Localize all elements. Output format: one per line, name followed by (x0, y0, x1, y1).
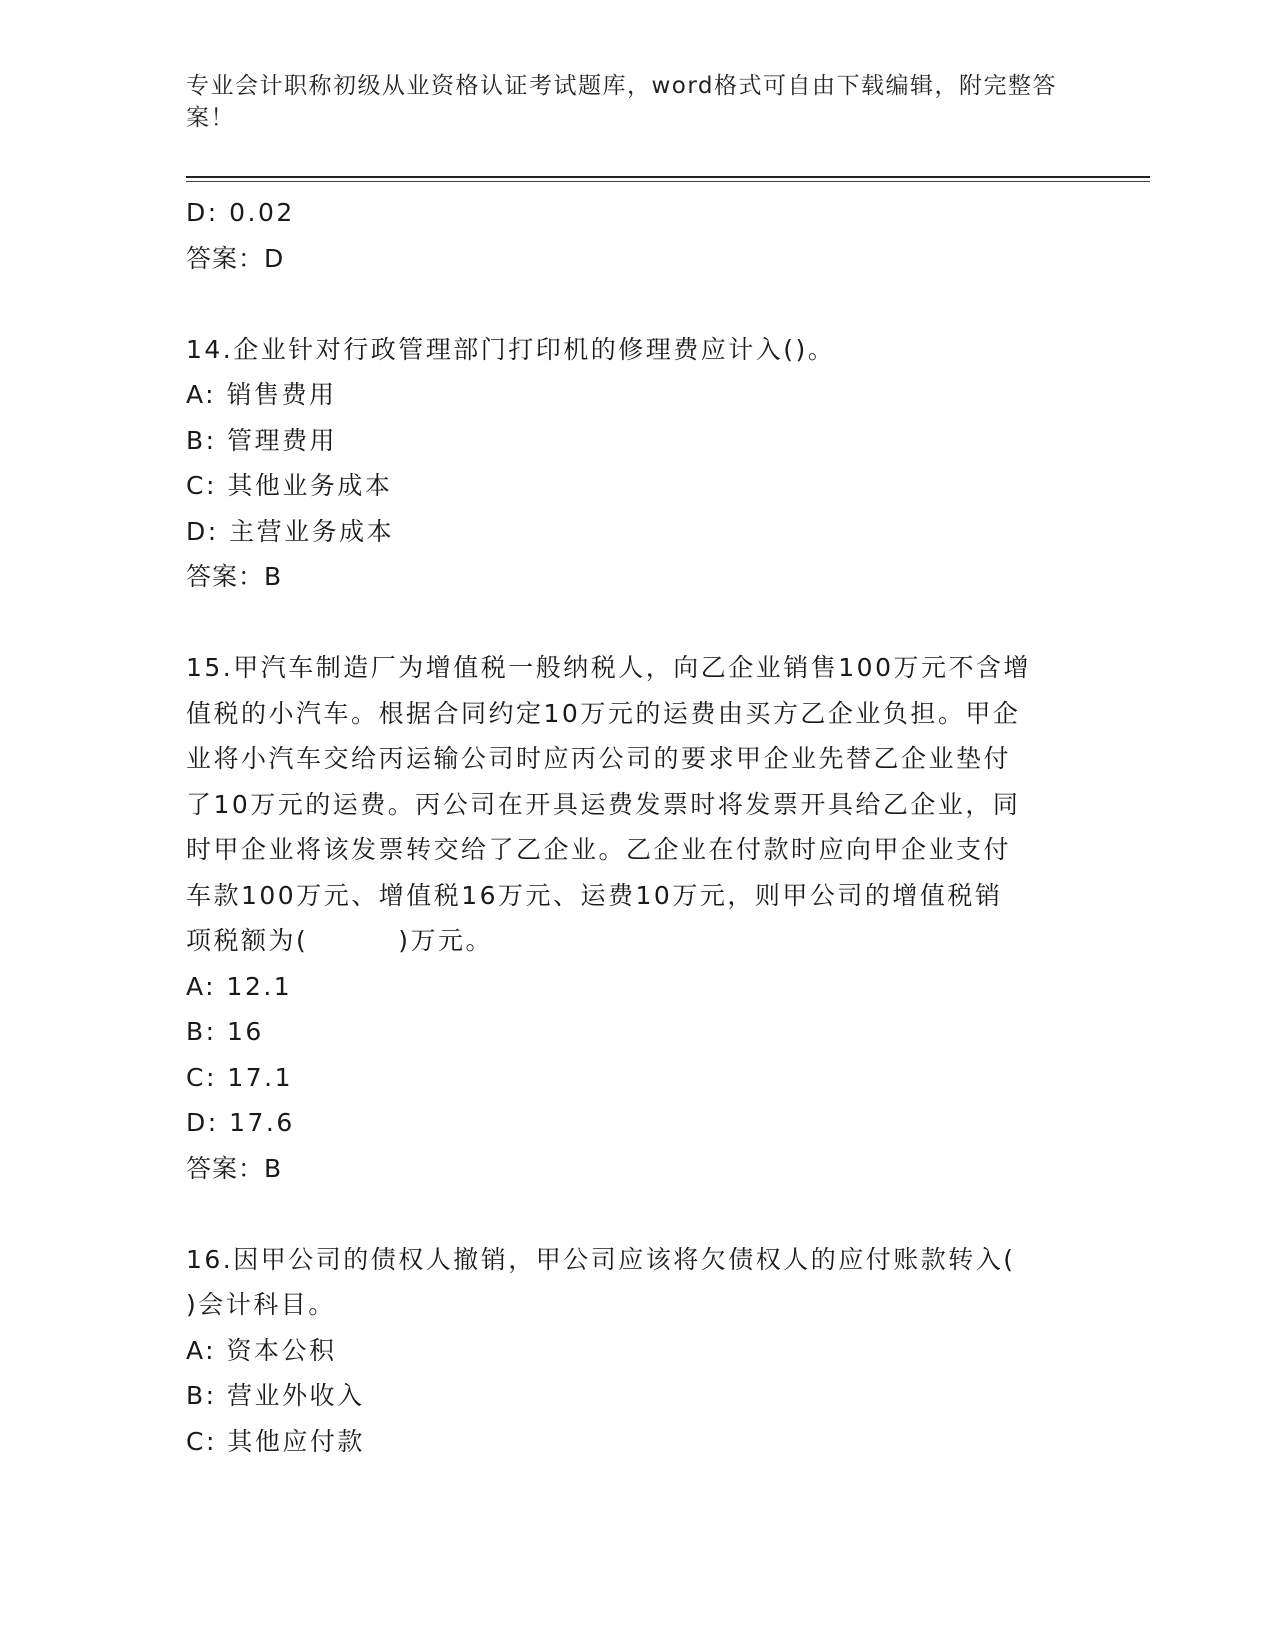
q14-option-c: C: 其他业务成本 (186, 471, 393, 500)
header-divider-thin (186, 181, 1150, 182)
q15-text-line-1: 15.甲汽车制造厂为增值税一般纳税人，向乙企业销售100万元不含增 (186, 653, 1031, 682)
q15-option-b: B: 16 (186, 1017, 264, 1046)
spacer (186, 1191, 1086, 1237)
question-list (186, 190, 1086, 1464)
q15-text-line-7 (186, 918, 1086, 964)
q14-option-a: A: 销售费用 (186, 380, 337, 409)
q15-text-line-7-end: )万元。 (398, 926, 494, 955)
q15-option-a: A: 12.1 (186, 971, 293, 1001)
q16-option-c: C: 其他应付款 (186, 1426, 365, 1456)
q14-answer: 答案：B (186, 562, 283, 591)
q16-text-line-1: 16.因甲公司的债权人撤销，甲公司应该将欠债权人的应付账款转入( (186, 1244, 1016, 1274)
q15-text-line-4: 了10万元的运费。丙公司在开具运费发票时将发票开具给乙企业，同 (186, 789, 1021, 819)
q15-option-c: C: 17.1 (186, 1062, 293, 1092)
spacer (186, 600, 1086, 646)
q16-option-a: A: 资本公积 (186, 1335, 337, 1365)
q16-option-b: B: 营业外收入 (186, 1381, 365, 1410)
q15-text-line-2: 值税的小汽车。根据合同约定10万元的运费由买方乙企业负担。甲企 (186, 698, 1021, 728)
q15-answer: 答案：B (186, 1153, 283, 1183)
q14-text: 14.企业针对行政管理部门打印机的修理费应计入()。 (186, 334, 836, 364)
q15-text-line-5: 时甲企业将该发票转交给了乙企业。乙企业在付款时应向甲企业支付 (186, 835, 1012, 864)
header-divider-thick (186, 176, 1150, 178)
q14-option-d: D: 主营业务成本 (186, 516, 395, 546)
q14-option-b: B: 管理费用 (186, 425, 338, 455)
header-line-2: 案！ (186, 105, 235, 131)
q15-option-d: D: 17.6 (186, 1108, 295, 1137)
q15-text-line-7-start: 项税额为( (186, 926, 309, 955)
prev-answer: 答案：D (186, 243, 285, 273)
prev-option-d: D: 0.02 (186, 198, 295, 227)
q15-text-line-3: 业将小汽车交给丙运输公司时应丙公司的要求甲企业先替乙企业垫付 (186, 744, 1012, 773)
page-header (186, 70, 1066, 134)
header-line-1: 专业会计职称初级从业资格认证考试题库，word格式可自由下载编辑，附完整答 (186, 73, 1058, 99)
spacer (186, 281, 1086, 327)
q15-text-line-6: 车款100万元、增值税16万元、运费10万元，则甲公司的增值税销 (186, 880, 1003, 910)
q16-text-line-2: )会计科目。 (186, 1290, 336, 1319)
